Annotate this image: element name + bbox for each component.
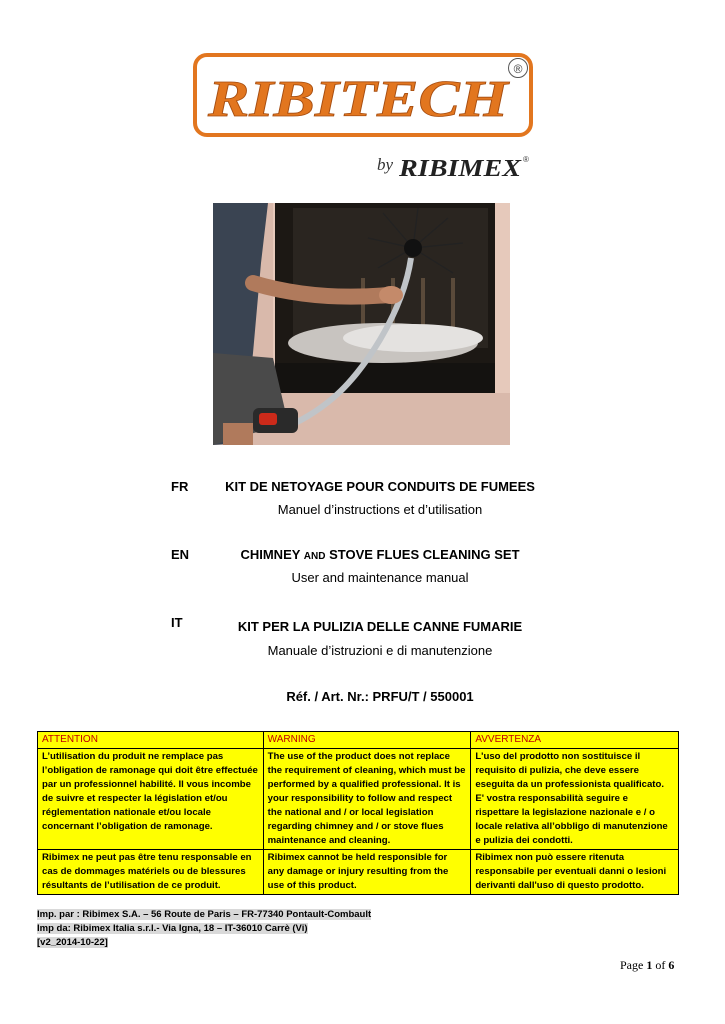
page-current: 1 [646,958,653,972]
byline-registered: ® [523,155,529,164]
header-avvertenza: AVVERTENZA [471,732,679,749]
warning-it-1: L'uso del prodotto non sostituisce il requisito di pulizia, che deve essere eseguita da un professionista qualificato. E' vostra responsabilità seguire e rispettare la legislazione nazionale e / o locale relativa all’obbligo di manutenzione e pulizia dei condotti. [471,749,679,850]
reference-number: Réf. / Art. Nr.: PRFU/T / 550001 [286,689,474,704]
header-warning: WARNING [263,732,471,749]
registered-mark: ® [508,58,528,78]
page-number [620,958,674,973]
lang-code-fr: FR [171,479,189,494]
title-fr: KIT DE NETOYAGE POUR CONDUITS DE FUMEES [225,479,535,494]
lang-code-en: EN [171,547,190,562]
page-label: Page [620,958,647,972]
title-en-part1: CHIMNEY [240,547,304,562]
table-row [38,749,679,850]
byline-ribimex: RIBIMEX [397,156,523,182]
table-header-row [38,732,679,749]
footer-version: [v2_2014-10-22] [37,937,108,948]
by-ribimex-logo [375,148,535,182]
ribitech-logo [200,58,526,132]
title-en [170,547,590,562]
warning-it-2: Ribimex non può essere ritenuta responsabile per eventuali danni o lesioni derivanti dall'uso di questo prodotto. [471,850,679,895]
warning-fr-2: Ribimex ne peut pas être tenu responsable en cas de dommages matériels ou de blessures résultants de l’utilisation de ce produit. [38,850,264,895]
header-attention: ATTENTION [38,732,264,749]
warning-en-2: Ribimex cannot be held responsible for any damage or injury resulting from the use of this product. [263,850,471,895]
page-total: 6 [668,958,675,972]
subtitle-fr: Manuel d’instructions et d’utilisation [277,502,483,517]
footer [37,908,371,950]
footer-line-2: Imp da: Ribimex Italia s.r.l.- Via Igna, 18 – IT-36010 Carrè (Vi) [37,923,308,934]
product-photo [213,203,510,445]
table-row [38,850,679,895]
footer-line-1: Imp. par : Ribimex S.A. – 56 Route de Paris – FR-77340 Pontault-Combault [37,909,372,920]
subtitle-en: User and maintenance manual [291,570,469,585]
title-en-part2: STOVE FLUES CLEANING SET [325,547,520,562]
subtitle-it: Manuale d’istruzioni e di manutenzione [267,643,493,658]
logo-brand-text: RIBITECH [206,71,510,128]
title-en-small: AND [303,551,326,562]
lang-code-it: IT [171,615,183,630]
page-of: of [652,958,669,972]
warning-fr-1: L’utilisation du produit ne remplace pas l’obligation de ramonage qui doit être effectuée par un professionnel habilité. Il vous incombe de suivre et respecter la législation et/ou réglementation nationale et/ou locale concernant l’obligation de ramonage. [38,749,264,850]
warning-en-1: The use of the product does not replace the requirement of cleaning, which must be performed by a qualified professional. It is your responsibility to follow and respect the national and / or local legislation regarding chimney and / or stove flues maintenance and cleaning. [263,749,471,850]
byline-by: by [377,155,394,174]
title-it: KIT PER LA PULIZIA DELLE CANNE FUMARIE [237,619,523,634]
warning-table [37,731,679,895]
